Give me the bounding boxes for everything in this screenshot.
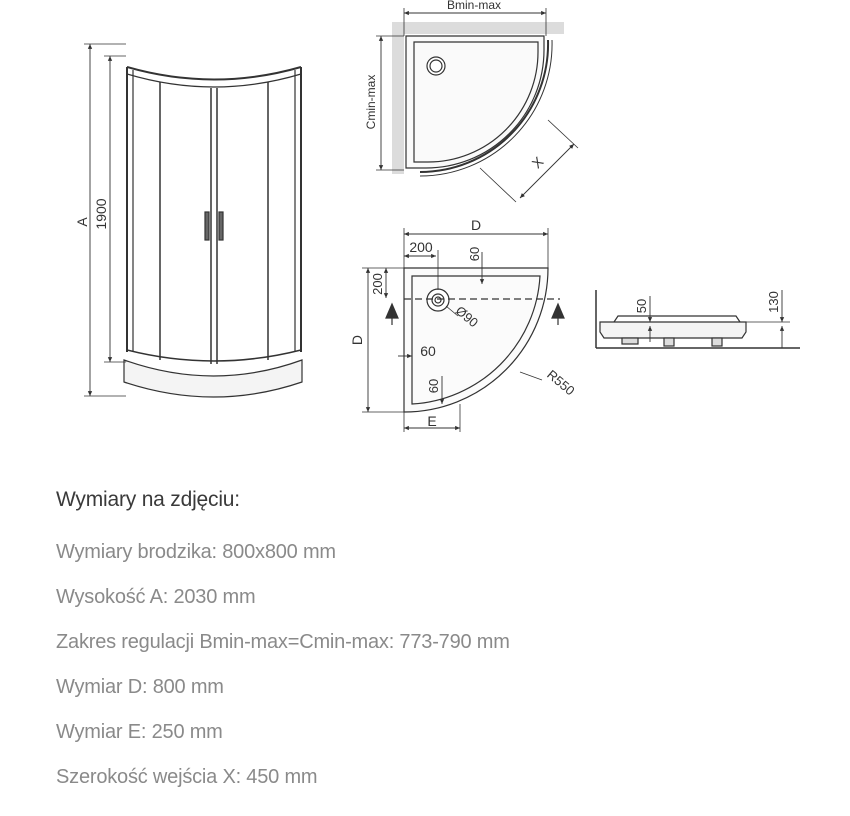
spec-entry-width-x: Szerokość wejścia X: 450 mm [56, 766, 318, 788]
dimensions-section [56, 488, 816, 810]
cabin-elevation [84, 44, 302, 397]
tray-plan-view [362, 228, 564, 432]
spec-dimension-e: Wymiar E: 250 mm [56, 721, 223, 743]
label-60-bottom: 60 [426, 378, 441, 394]
label-200-side: 200 [370, 273, 385, 295]
label-d-top: D [470, 217, 482, 233]
label-profile-50: 50 [634, 298, 649, 314]
label-profile-130: 130 [766, 291, 781, 313]
label-b-min-max: Bmin-max [446, 0, 502, 12]
label-r550: R550 [544, 366, 578, 399]
label-200-top: 200 [409, 239, 433, 255]
label-height-1900: 1900 [93, 198, 109, 230]
label-a: A [74, 217, 90, 227]
label-c-min-max: Cmin-max [364, 74, 378, 130]
spec-height-a: Wysokość A: 2030 mm [56, 586, 256, 608]
dimensions-title: Wymiary na zdjęciu: [56, 488, 240, 511]
label-d-side: D [349, 334, 365, 346]
spec-dimension-d: Wymiar D: 800 mm [56, 676, 224, 698]
label-60-top: 60 [467, 246, 482, 262]
spec-adjustment-range: Zakres regulacji Bmin-max=Cmin-max: 773-790 mm [56, 631, 510, 653]
label-60-side: 60 [420, 343, 436, 359]
label-e: E [427, 413, 437, 429]
label-drain-90: Ø90 [452, 302, 482, 331]
label-x: X [528, 153, 547, 172]
spec-tray-size: Wymiary brodzika: 800x800 mm [56, 541, 336, 563]
cabin-top-view [376, 8, 578, 202]
